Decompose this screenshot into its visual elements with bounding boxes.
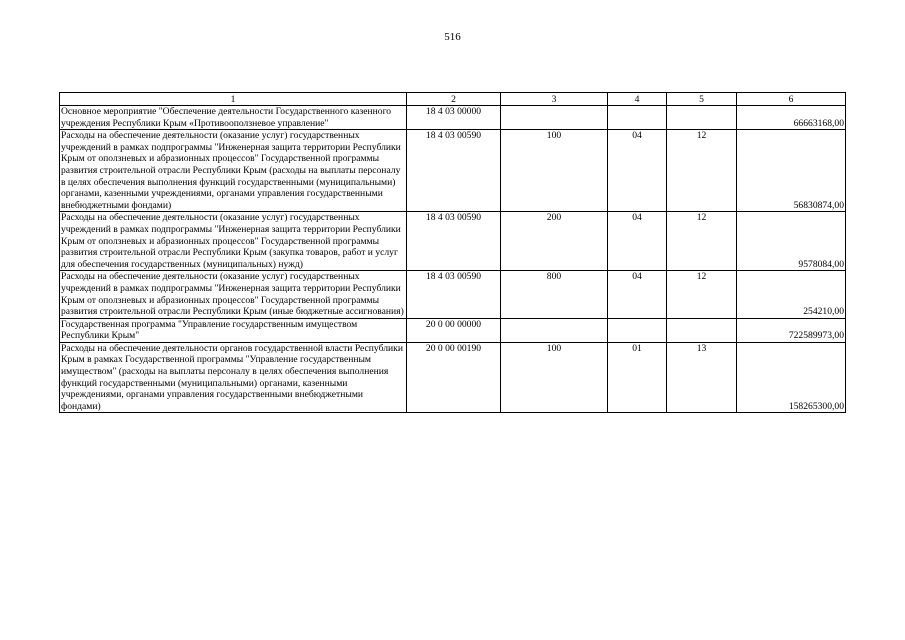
row-section: 04 bbox=[608, 271, 667, 318]
row-expense-type bbox=[501, 318, 608, 342]
table-row bbox=[60, 212, 846, 271]
table-row bbox=[60, 271, 846, 318]
row-sum: 722589973,00 bbox=[737, 318, 846, 342]
row-code: 18 4 03 00590 bbox=[407, 130, 501, 212]
row-code: 20 0 00 00190 bbox=[407, 342, 501, 413]
row-subsection: 12 bbox=[667, 130, 737, 212]
row-expense-type: 100 bbox=[501, 342, 608, 413]
row-subsection: 13 bbox=[667, 342, 737, 413]
row-section: 04 bbox=[608, 130, 667, 212]
row-code: 20 0 00 00000 bbox=[407, 318, 501, 342]
row-name: Государственная программа "Управление государственным имуществом Республики Крым" bbox=[60, 318, 407, 342]
table-row bbox=[60, 318, 846, 342]
row-name: Расходы на обеспечение деятельности (оказание услуг) государственных учреждений в рамках подпрограммы "Инженерная защита территории Республики Крым от оползневых и абразионных процессов" Государственной программы развития строительной отрасли Республики Крым (иные бюджетные ассигнования) bbox=[60, 271, 407, 318]
row-subsection: 12 bbox=[667, 271, 737, 318]
row-sum: 66663168,00 bbox=[737, 106, 846, 130]
row-expense-type bbox=[501, 106, 608, 130]
row-name: Расходы на обеспечение деятельности органов государственной власти Республики Крым в рамках Государственной программы "Управление государственным имуществом" (расходы на выплаты персоналу в целях обеспечения выполнения функций государственными (муниципальными) органами, казенными учреждениями, органами управления государственными внебюджетными фондами) bbox=[60, 342, 407, 413]
row-sum: 254210,00 bbox=[737, 271, 846, 318]
row-name: Расходы на обеспечение деятельности (оказание услуг) государственных учреждений в рамках подпрограммы "Инженерная защита территории Республики Крым от оползневых и абразионных процессов" Государственной программы развития строительной отрасли Республики Крым (закупка товаров, работ и услуг для обеспечения государственных (муниципальных) нужд) bbox=[60, 212, 407, 271]
row-code: 18 4 03 00590 bbox=[407, 212, 501, 271]
row-section bbox=[608, 318, 667, 342]
row-expense-type: 100 bbox=[501, 130, 608, 212]
row-code: 18 4 03 00590 bbox=[407, 271, 501, 318]
table-row bbox=[60, 106, 846, 130]
header-row bbox=[60, 93, 846, 106]
row-expense-type: 200 bbox=[501, 212, 608, 271]
row-subsection bbox=[667, 318, 737, 342]
row-code: 18 4 03 00000 bbox=[407, 106, 501, 130]
table-row bbox=[60, 342, 846, 413]
header-col-1: 1 bbox=[60, 93, 407, 106]
row-section bbox=[608, 106, 667, 130]
budget-table bbox=[59, 92, 846, 413]
row-subsection bbox=[667, 106, 737, 130]
header-col-3: 3 bbox=[501, 93, 608, 106]
page-number: 516 bbox=[444, 31, 461, 43]
table-row bbox=[60, 130, 846, 212]
row-sum: 56830874,00 bbox=[737, 130, 846, 212]
header-col-6: 6 bbox=[737, 93, 846, 106]
row-expense-type: 800 bbox=[501, 271, 608, 318]
row-section: 04 bbox=[608, 212, 667, 271]
header-col-5: 5 bbox=[667, 93, 737, 106]
row-name: Основное мероприятие "Обеспечение деятельности Государственного казенного учреждения Республики Крым «Противооползневое управление" bbox=[60, 106, 407, 130]
row-subsection: 12 bbox=[667, 212, 737, 271]
header-col-2: 2 bbox=[407, 93, 501, 106]
row-section: 01 bbox=[608, 342, 667, 413]
row-name: Расходы на обеспечение деятельности (оказание услуг) государственных учреждений в рамках подпрограммы "Инженерная защита территории Республики Крым от оползневых и абразионных процессов" Государственной программы развития строительной отрасли Республики Крым (расходы на выплаты персоналу в целях обеспечения выполнения функций государственными (муниципальными) органами, казенными учреждениями, органами управления государственными внебюджетными фондами) bbox=[60, 130, 407, 212]
header-col-4: 4 bbox=[608, 93, 667, 106]
row-sum: 158265300,00 bbox=[737, 342, 846, 413]
row-sum: 9578084,00 bbox=[737, 212, 846, 271]
